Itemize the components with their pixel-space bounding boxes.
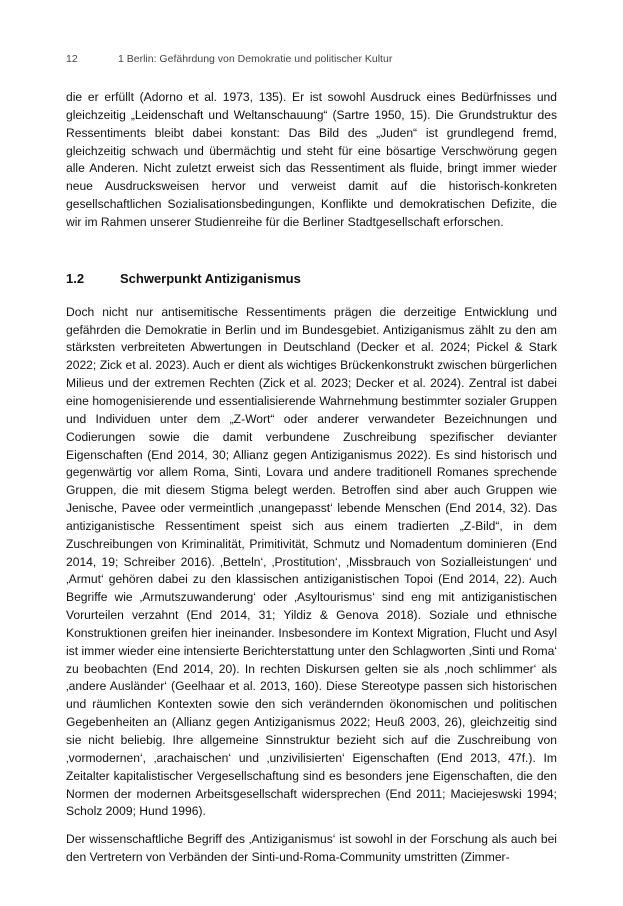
chapter-title: 1 Berlin: Gefährdung von Demokratie und politischer Kultur — [118, 53, 393, 65]
paragraph-2: Doch nicht nur antisemitische Ressentiments prägen die derzeitige Entwicklung und gefährden die Demokratie in Berlin und im Bundesgebiet. Antiziganismus zählt zu den am stärksten verbreiteten Abwertungen in Deutschland (Decker et al. 2024; Pickel & Stark 2022; Zick et al. 2023). Auch er dient als wichtiges Brückenkonstrukt zwischen bürgerlichen Milieus und der extremen Rechten (Zick et al. 2023; Decker et al. 2024). Zentral ist dabei eine homogenisierende und essentialisierende Wahrnehmung bestimmter sozialer Gruppen und Individuen unter dem „Z-Wort“ oder anderer verwandeter Bezeichnungen und Codierungen sowie die damit verbundene Zuschreibung spezifischer devianter Eigenschaften (End 2014, 30; Allianz gegen Antiziganismus 2022). Es sind historisch und gegenwärtig vor allem Roma, Sinti, Lovara und andere traditionell Romanes sprechende Gruppen, die mit diesem Stigma belegt werden. Betroffen sind aber auch Gruppen wie Jenische, Pavee oder vermeintlich ‚unangepasst‘ lebende Menschen (End 2014, 32). Das antiziganistische Ressentiment speist sich aus einem tradierten „Z-Bild“, in dem Zuschreibungen von Kriminalität, Primitivität, Schmutz und Nomadentum dominieren (End 2014, 19; Schreiber 2016). ‚Betteln‘, ‚Prostitution‘, ‚Missbrauch von Sozialleistungen‘ und ‚Armut‘ gehören dabei zu den klassischen antiziganistischen Topoi (End 2014, 22). Auch Begriffe wie ‚Armutszuwanderung‘ oder ‚Asyltourismus‘ sind eng mit antiziganistischen Vorurteilen verzahnt (End 2014, 31; Yildiz & Genova 2018). Soziale und ethnische Konstruktionen greifen hier ineinander. Insbesondere im Kontext Migration, Flucht und Asyl ist immer wieder eine intensierte Berichterstattung unter den Schlagworten ‚Sinti und Roma‘ zu beobachten (End 2014, 20). In rechten Diskursen gelten sie als ‚noch schlimmer‘ als ‚andere Ausländer‘ (Geelhaar et al. 2013, 160). Diese Stereotype passen sich historischen und räumlichen Kontexten sowie den sich verändernden ökonomischen und politischen Gegebenheiten an (Allianz gegen Antiziganismus 2022; Heuß 2003, 26), gleichzeitig sind sie nicht beliebig. Ihre allgemeine Sinnstruktur bezieht sich auf die Zuschreibung von ‚vormodernen‘, ‚arachaischen‘ und ‚unzivilisierten‘ Eigenschaften (End 2013, 47f.). Im Zeitalter kapitalistischer Vergesellschaftung sind es besonders jene Eigenschaften, die den Normen der modernen Arbeitsgesellschaft widersprechen (End 2011; Maciejeswski 1994; Scholz 2009; Hund 1996). — [66, 304, 557, 819]
page-number: 12 — [66, 53, 78, 65]
section-heading — [66, 270, 557, 287]
section-title: Schwerpunkt Antiziganismus — [120, 270, 301, 286]
paragraph-3: Der wissenschaftliche Begriff des ‚Antiziganismus‘ ist sowohl in der Forschung als auch bei den Vertretern von Verbänden der Sinti-und-Roma-Community umstritten (Zimmer- — [66, 832, 557, 865]
body-text — [66, 89, 557, 867]
section-number: 1.2 — [66, 270, 85, 286]
paragraph-1: die er erfüllt (Adorno et al. 1973, 135). Er ist sowohl Ausdruck eines Bedürfnisses und gleichzeitig „Leidenschaft und Weltanschauung“ (Sartre 1950, 15). Die Grundstruktur des Ressentiments bleibt dabei konstant: Das Bild des „Juden“ ist grundlegend fremd, gleichzeitig schwach und übermächtig und steht für eine bösartige Verschwörung gegen alle Anderen. Nicht zuletzt erweist sich das Ressentiment als fluide, bringt immer wieder neue Ausdrucksweisen hervor und verweist damit auf die historisch-konkreten gesellschaftlichen Sozialisationsbedingungen, Konflikte und demokratischen Defizite, die wir im Rahmen unserer Studienreihe für die Berliner Stadtgesellschaft erforschen. — [66, 90, 557, 229]
running-header — [66, 53, 557, 69]
